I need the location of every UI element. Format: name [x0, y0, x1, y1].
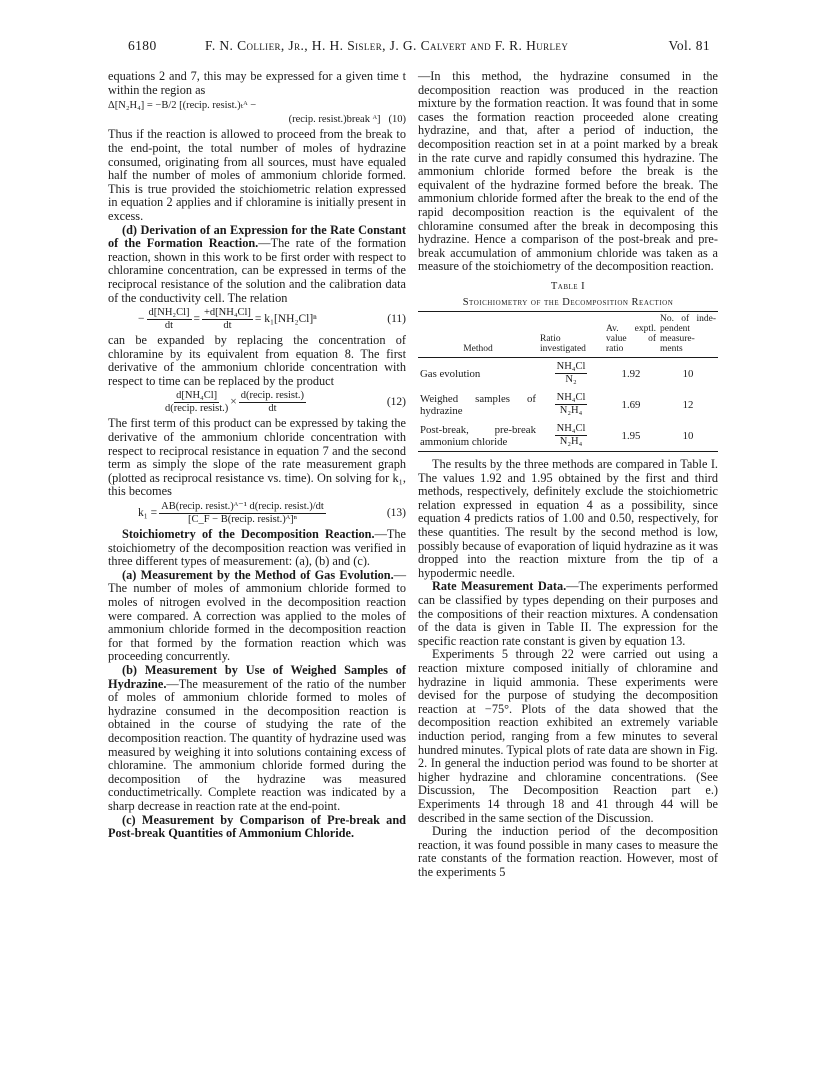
- section-d-text: —The rate of the formation reaction, shown in this work to be first order with respect to chloramine concentration, can be expressed in terms of the reciprocal resistance of the solution and the calibration data of the conductivity cell. The relation: [108, 236, 406, 305]
- rate-text: —The experiments performed can be classified by types depending on their purposes and the compositions of their reaction mixtures. A condensation of the data is given in Table II. The expression for the specific reaction rate constant is given by equation 13.: [418, 579, 718, 648]
- table-cell-value: 1.92: [621, 367, 641, 380]
- section-a-heading: (a) Measurement by the Method of Gas Evolution.: [122, 567, 394, 582]
- section-d: [108, 224, 406, 306]
- eq13-numerator: AB(recip. resist.)ᴬ⁻¹ d(recip. resist.)/dt: [161, 501, 324, 513]
- eq11-frac-b-bottom: dt: [223, 320, 232, 332]
- table-cell-count: 12: [682, 398, 694, 411]
- eq13-denominator: [C_F − B(recip. resist.)ᴬ]ⁿ: [187, 514, 297, 526]
- ratio-numerator: NH₄Cl: [556, 392, 586, 404]
- eq11-rhs: = k₁[NH₂Cl]ⁿ: [254, 312, 317, 325]
- left-column: [108, 70, 406, 841]
- rate-heading: Rate Measurement Data.: [432, 579, 567, 594]
- table-cell-method: Weighed samples of hydrazine: [420, 392, 536, 417]
- eq11-frac-a-bottom: dt: [164, 320, 174, 332]
- ratio-denominator: N₂: [565, 374, 577, 386]
- paragraph: The first term of this product can be expressed by taking the derivative of the ammonium chloride concentration with respect to reciprocal resistance in equation 7 and the second term as simply the slope of the rate measurement graph (plotted as reciprocal resistance vs. time). On solving for k₁, this becomes: [108, 416, 406, 499]
- section-b-heading: (b) Measurement by Use of Weighed Samples of Hydrazine.: [108, 662, 406, 691]
- eq11-frac-b-top: +d[NH₄Cl]: [204, 307, 251, 319]
- paragraph: —In this method, the hydrazine consumed in the decomposition reaction was produced in the reaction mixture by the formation reaction. It was found that in some cases the formation reaction proceeded alone creating hydrazine, and that, after a period of induction, the decomposition reaction set in at a point marked by a break in the rate curve and rapidly consumed this hydrazine. The ammonium chloride formed before the break is the equivalent of the hydrazine formed before the break. The ammonium chloride formed after the break to the end of the rapid decomposition reaction is the equivalent of the chloramine consumed after the break in decomposing this hydrazine. Hence a comparison of the post-break and pre-break accumulation of ammonium chloride was taken as a measure of the stoichiometry of the decomposition reaction.: [418, 69, 718, 274]
- equation-12: $\frac{\text{d[NH₄Cl]}}{\text{d(recip. resist.)}}$ × $\frac{\text{d(recip. resist.)}}{dt}$ (12): [165, 390, 406, 415]
- table-row: [418, 420, 718, 452]
- page-number: 6180: [128, 38, 157, 53]
- eq11-frac-a-top: d[NH₂Cl]: [148, 307, 190, 319]
- stoichiometry-table: [418, 311, 718, 452]
- section-d-heading: (d) Derivation of an Expression for the Rate Constant of the Formation Reaction.: [108, 222, 406, 251]
- section-b: [108, 664, 406, 814]
- table-cell-value: 1.95: [621, 429, 641, 442]
- rate-section: [418, 580, 718, 648]
- table-cell-method: Post-break, pre-break ammonium chloride: [420, 423, 536, 448]
- section-a-text: —The number of moles of ammonium chloride formed to moles of nitrogen evolved in the decomposition reaction were compared. A correction was applied to the moles of ammonium chloride formed in the decomposition reaction for that formed by the formation reaction which was proceeding concurrently.: [108, 567, 406, 664]
- equation-13: k₁ = $\frac{\text{AB(recip. resist.)ᴬ⁻¹ d(recip. resist.)/dt}}{\text{[C\_F − B(recip. resist.)ᴬ]ⁿ}}$ (13): [138, 501, 406, 526]
- ratio-numerator: NH₄Cl: [556, 423, 586, 435]
- paragraph: can be expanded by replacing the concentration of chloramine by its equivalent from equation 8. The first derivative of the ammonium chloride concentration with respect to time can be replaced by the product: [108, 333, 406, 388]
- table-header: Av. exptl. value of ratio: [604, 312, 658, 358]
- stoichiometry-section: [108, 528, 406, 569]
- table-cell-count: 10: [682, 429, 694, 442]
- section-c-heading: (c) Measurement by Comparison of Pre-break and Post-break Quantities of Ammonium Chloride.: [108, 812, 406, 841]
- eq12-frac-a-bottom: d(recip. resist.): [165, 403, 229, 415]
- stoichiometry-heading: Stoichiometry of the Decomposition Reaction.: [122, 527, 375, 542]
- running-header: [0, 38, 820, 58]
- header-authors: F. N. Collier, Jr., H. H. Sisler, J. G. Calvert and F. R. Hurley: [205, 38, 569, 53]
- equation-12-number: (12): [386, 396, 406, 409]
- eq12-frac-b-top: d(recip. resist.): [240, 390, 305, 402]
- paragraph: The results by the three methods are compared in Table I. The values 1.92 and 1.95 obtained by the first and third methods, respectively, definitely exclude the stoichiometric relation expressed in equation 4 as a possibility, since equation 4 predicts ratios of 1.00 and 0.50, respectively, for these quantities. The result by the second method is low, possibly because of evaporation of liquid hydrazine as it was dropped into the reaction mixture from the tip of a hypodermic needle.: [418, 457, 718, 580]
- eq12-frac-a-top: d[NH₄Cl]: [176, 390, 218, 402]
- table-cell-value: 1.69: [621, 398, 641, 411]
- table-row: [418, 358, 718, 390]
- equation-11: − $\frac{\text{d[NH₂Cl]}}{dt}$ = $\frac{\text{+d[NH₄Cl]}}{dt}$ = k₁[NH₂Cl]ⁿ (11): [138, 307, 406, 332]
- equation-11-number: (11): [387, 312, 406, 325]
- table-cell-count: 10: [682, 367, 694, 380]
- ratio-denominator: N₂H₄: [559, 405, 583, 417]
- paragraph: During the induction period of the decomposition reaction, it was found possible in many cases to measure the rate constants of the formation reaction. However, most of the experiments 5: [418, 824, 718, 879]
- ratio-denominator: N₂H₄: [559, 436, 583, 448]
- right-column: [418, 70, 718, 880]
- eq12-frac-b-bottom: dt: [268, 403, 277, 415]
- table-header: Ratio investigated: [538, 312, 604, 358]
- table-header: No. of inde-pendent measure-ments: [658, 312, 718, 358]
- table-1: [418, 280, 718, 452]
- paragraph: equations 2 and 7, this may be expressed for a given time t within the region as: [108, 69, 406, 97]
- table-title: Stoichiometry of the Decomposition Reaction: [462, 296, 674, 308]
- table-label: Table I: [550, 280, 586, 292]
- paragraph: Thus if the reaction is allowed to proceed from the break to the end-point, the total number of moles of hydrazine consumed, originating from all sources, must have equaled half the number of moles of ammonium chloride formed. This is true provided the stoichiometric relation expressed in equation 2 applies and if chloramine is initially present in excess.: [108, 127, 406, 223]
- stoichiometry-text: —The stoichiometry of the decomposition reaction was verified in three different types of measurement: (a), (b) and (c).: [108, 527, 406, 569]
- equation-10-line-1: Δ[N₂H₄] = −B/2 [(recip. resist.)ₜᴬ −: [108, 100, 257, 112]
- equation-13-number: (13): [386, 506, 406, 519]
- paragraph: Experiments 5 through 22 were carried out using a reaction mixture composed initially of chloramine and hydrazine in liquid ammonia. These experiments were devised for the purpose of studying the decomposition reaction at −75°. Plots of the data showed that the decomposition reaction exhibited an extremely variable induction period, ranging from a few minutes to several hundred minutes. Typical plots of rate data are shown in Fig. 2. In general the induction period was found to be shorter at higher hydrazine and chloramine concentrations. (See Discussion, The Decomposition Reaction part e.) Experiments 14 through 18 and 41 through 44 will be described in the same section of the Discussion.: [418, 647, 718, 825]
- equation-10: [108, 99, 406, 126]
- table-cell-method: Gas evolution: [420, 367, 481, 380]
- table-row: [418, 389, 718, 420]
- header-volume: Vol. 81: [668, 38, 710, 53]
- section-b-text: —The measurement of the ratio of the number of moles of ammonium chloride formed to moles of hydrazine consumed in the decomposition reaction is obtained in the course of studying the rate of the decomposition reaction. The quantity of hydrazine used was measured by weighing it into solutions containing excess of chloramine. The ammonium chloride formed during the decomposition of the hydrazine was measured conductimetrically. Complete reaction was indicated by a sharp decrease in reaction rate at the end-point.: [108, 676, 406, 813]
- table-header: Method: [418, 312, 538, 358]
- ratio-numerator: NH₄Cl: [556, 361, 586, 373]
- equation-10-number: (10): [388, 113, 406, 125]
- equation-10-line-2: (recip. resist.)break ᴬ]: [288, 113, 381, 125]
- section-a: [108, 569, 406, 664]
